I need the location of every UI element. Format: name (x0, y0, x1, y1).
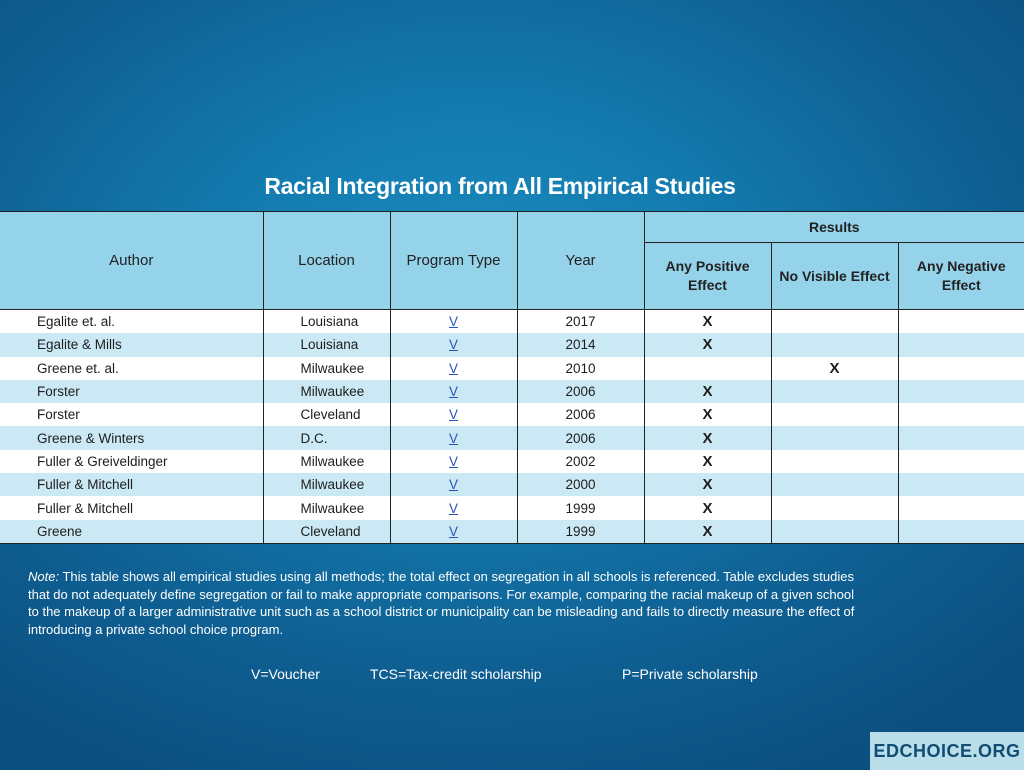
program-type-link[interactable]: V (448, 500, 458, 516)
no-visible-effect-cell (771, 496, 898, 519)
location-cell: Cleveland (263, 520, 390, 544)
header-results: Results (644, 212, 1024, 243)
legend-voucher: V=Voucher (251, 666, 320, 682)
table-row (0, 380, 1024, 403)
table-row (0, 473, 1024, 496)
year-cell: 1999 (517, 520, 644, 544)
program-type-link[interactable]: V (448, 453, 458, 469)
program-type-link[interactable]: V (448, 384, 458, 400)
positive-effect-cell: X (644, 450, 771, 473)
location-cell: Milwaukee (263, 450, 390, 473)
program-type-cell (390, 496, 517, 519)
program-type-link[interactable]: V (448, 337, 458, 353)
negative-effect-cell (898, 496, 1024, 519)
author-cell: Egalite et. al. (0, 310, 263, 334)
program-type-link[interactable]: V (448, 407, 458, 423)
positive-effect-cell: X (644, 333, 771, 356)
note-text: This table shows all empirical studies using all methods; the total effect on segregation in all schools is referenced. Table excludes studies that do not adequately define segregation or fail to make appropriate comparisons. For example, comparing the racial makeup of a given school to the makeup of a larger administrative unit such as a school district or municipality can be misleading and fails to directly measure the effect of introducing a private school choice program. (28, 569, 855, 637)
positive-effect-cell: X (644, 403, 771, 426)
negative-effect-cell (898, 520, 1024, 544)
location-cell: Milwaukee (263, 380, 390, 403)
table-row (0, 357, 1024, 380)
table-row (0, 496, 1024, 519)
program-type-cell (390, 403, 517, 426)
legend-tcs: TCS=Tax-credit scholarship (370, 666, 542, 682)
no-visible-effect-cell (771, 473, 898, 496)
year-cell: 2017 (517, 310, 644, 334)
author-cell: Greene et. al. (0, 357, 263, 380)
no-visible-effect-cell (771, 426, 898, 449)
location-cell: Louisiana (263, 310, 390, 334)
header-any-negative: Any Negative Effect (898, 243, 1024, 310)
table-row (0, 520, 1024, 544)
year-cell: 1999 (517, 496, 644, 519)
author-cell: Greene (0, 520, 263, 544)
table-row (0, 310, 1024, 334)
program-type-cell (390, 310, 517, 334)
header-no-visible: No Visible Effect (771, 243, 898, 310)
no-visible-effect-cell (771, 450, 898, 473)
author-cell: Forster (0, 403, 263, 426)
location-cell: Milwaukee (263, 357, 390, 380)
table-row (0, 450, 1024, 473)
negative-effect-cell (898, 450, 1024, 473)
header-program-type: Program Type (390, 212, 517, 310)
year-cell: 2006 (517, 403, 644, 426)
year-cell: 2000 (517, 473, 644, 496)
no-visible-effect-cell (771, 380, 898, 403)
note-paragraph (28, 568, 858, 638)
year-cell: 2006 (517, 380, 644, 403)
legend-private: P=Private scholarship (622, 666, 758, 682)
header-author: Author (0, 212, 263, 310)
negative-effect-cell (898, 403, 1024, 426)
positive-effect-cell (644, 357, 771, 380)
program-type-link[interactable]: V (448, 523, 458, 539)
negative-effect-cell (898, 473, 1024, 496)
positive-effect-cell: X (644, 520, 771, 544)
positive-effect-cell: X (644, 426, 771, 449)
author-cell: Fuller & Mitchell (0, 496, 263, 519)
program-type-cell (390, 520, 517, 544)
no-visible-effect-cell (771, 520, 898, 544)
location-cell: D.C. (263, 426, 390, 449)
studies-table (0, 211, 1024, 544)
negative-effect-cell (898, 333, 1024, 356)
table-row (0, 426, 1024, 449)
edchoice-logo[interactable]: EDCHOICE.ORG (870, 732, 1024, 770)
author-cell: Fuller & Greiveldinger (0, 450, 263, 473)
author-cell: Greene & Winters (0, 426, 263, 449)
location-cell: Louisiana (263, 333, 390, 356)
positive-effect-cell: X (644, 473, 771, 496)
positive-effect-cell: X (644, 380, 771, 403)
program-type-cell (390, 473, 517, 496)
program-type-link[interactable]: V (448, 477, 458, 493)
negative-effect-cell (898, 357, 1024, 380)
no-visible-effect-cell (771, 310, 898, 334)
negative-effect-cell (898, 310, 1024, 334)
program-type-link[interactable]: V (448, 360, 458, 376)
no-visible-effect-cell: X (771, 357, 898, 380)
year-cell: 2010 (517, 357, 644, 380)
program-type-cell (390, 333, 517, 356)
location-cell: Milwaukee (263, 473, 390, 496)
table-row (0, 333, 1024, 356)
year-cell: 2014 (517, 333, 644, 356)
negative-effect-cell (898, 426, 1024, 449)
positive-effect-cell: X (644, 496, 771, 519)
program-type-cell (390, 426, 517, 449)
no-visible-effect-cell (771, 403, 898, 426)
no-visible-effect-cell (771, 333, 898, 356)
year-cell: 2006 (517, 426, 644, 449)
program-type-cell (390, 380, 517, 403)
program-type-link[interactable]: V (448, 314, 458, 330)
header-year: Year (517, 212, 644, 310)
location-cell: Cleveland (263, 403, 390, 426)
program-type-cell (390, 450, 517, 473)
table-body (0, 310, 1024, 544)
header-any-positive: Any Positive Effect (644, 243, 771, 310)
page-title: Racial Integration from All Empirical Studies (264, 173, 736, 199)
negative-effect-cell (898, 380, 1024, 403)
author-cell: Egalite & Mills (0, 333, 263, 356)
table-row (0, 403, 1024, 426)
positive-effect-cell: X (644, 310, 771, 334)
location-cell: Milwaukee (263, 496, 390, 519)
note-label: Note: (28, 569, 60, 584)
program-type-link[interactable]: V (448, 430, 458, 446)
author-cell: Fuller & Mitchell (0, 473, 263, 496)
program-type-cell (390, 357, 517, 380)
author-cell: Forster (0, 380, 263, 403)
header-location: Location (263, 212, 390, 310)
year-cell: 2002 (517, 450, 644, 473)
